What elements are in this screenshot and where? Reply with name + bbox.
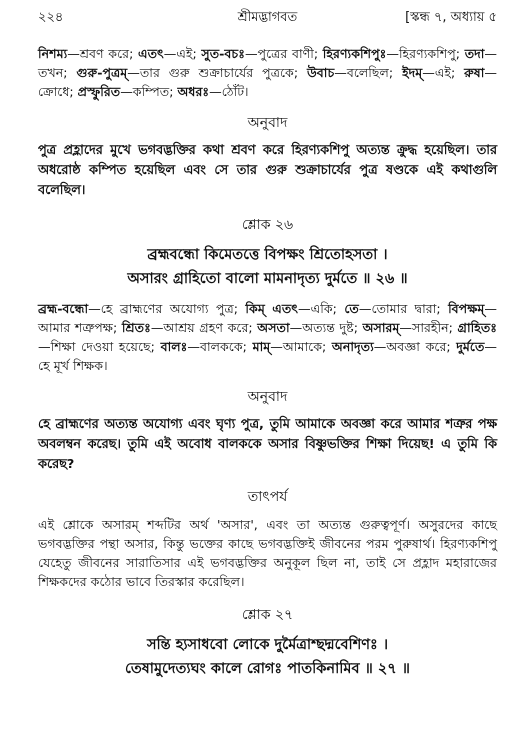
sanskrit-word: কিম্ bbox=[245, 301, 265, 316]
word-meaning: —তার গুরু শুক্রাচার্যের পুত্রকে; bbox=[127, 65, 307, 80]
word-meaning: —বালককে; bbox=[187, 339, 253, 354]
page-number: ২২৪ bbox=[38, 10, 64, 25]
sanskrit-word: এতৎ bbox=[272, 301, 299, 316]
word-meaning: —অত্যন্ত দুষ্ট; bbox=[289, 320, 363, 335]
word-meaning: —শিক্ষা দেওয়া হয়েছে; bbox=[38, 339, 161, 354]
synonyms-25 bbox=[38, 44, 497, 101]
sanskrit-word: নিশম্য bbox=[38, 46, 68, 61]
word-meaning: —তখন; bbox=[38, 46, 497, 80]
sanskrit-word: সুত-বচঃ bbox=[201, 46, 245, 61]
word-meaning: —সারহীন; bbox=[399, 320, 458, 335]
sanskrit-word: তদা bbox=[464, 46, 485, 61]
page-header bbox=[38, 8, 497, 28]
sanskrit-word: প্রস্ফুরিত bbox=[77, 84, 121, 99]
sanskrit-word: মাম্ bbox=[252, 339, 271, 354]
sanskrit-word: গুরু-পুত্রম্ bbox=[76, 65, 128, 80]
sanskrit-word: বিপক্ষম্ bbox=[448, 301, 485, 316]
sanskrit-word: এতৎ bbox=[137, 46, 164, 61]
translation-25: পুত্র প্রহ্লাদের মুখে ভগবদ্ভক্তির কথা শ্রবণ করে হিরণ্যকশিপু অত্যন্ত ক্রুদ্ধ হয়েছিল। তার অধরোষ্ঠ কম্পিত হয়েছিল এবং সে তার গুরু শুক্রাচার্যের পুত্র ষণ্ডকে এই কথাগুলি বলেছিল। bbox=[38, 143, 497, 198]
sanskrit-word: উবাচ bbox=[306, 65, 335, 80]
verse-line: অসারং গ্রাহিতো বালো মামনাদৃত্য দুর্মতে ॥ ২৬ ॥ bbox=[127, 271, 408, 287]
word-meaning: —ক্রোধে; bbox=[38, 65, 497, 99]
translation-heading: অনুবাদ bbox=[247, 115, 288, 131]
word-meaning: —হে ব্রাহ্মণের অযোগ্য পুত্র; bbox=[88, 301, 246, 316]
shloka-label: শ্লোক ২৬ bbox=[241, 217, 294, 233]
purport-text: এই শ্লোকে অসারম্ শব্দটির অর্থ 'অসার', এবং তা অত্যন্ত গুরুত্বপূর্ণ। অসুরদের কাছে ভগবদ্ভক্তির পন্থা অসার, কিন্তু ভক্তের কাছে ভগবদ্ভক্তিই জীবনের পরম পুরুষার্থ। হিরণ্যকশিপু যেহেতু জীবনের সারাতিসার এই ভগবদ্ভক্তির অনুকূল ছিল না, তাই সে প্রহ্লাদ মহারাজের শিক্ষকদের কঠোর ভাবে তিরস্কার করেছিল। bbox=[38, 517, 497, 589]
word-meaning: —আশ্রয় গ্রহণ করে; bbox=[150, 320, 258, 335]
shloka-label: শ্লোক ২৭ bbox=[241, 607, 294, 623]
word-meaning: —এই; bbox=[163, 46, 202, 61]
sanskrit-word: ইদম্ bbox=[402, 65, 423, 80]
chapter-info: [স্কন্ধ ৭, অধ্যায় ৫ bbox=[405, 10, 497, 25]
sanskrit-word: ব্রহ্ম-বন্ধো bbox=[38, 301, 89, 316]
sanskrit-word: অধরঃ bbox=[177, 84, 210, 99]
translation-26: হে ব্রাহ্মণের অত্যন্ত অযোগ্য এবং ঘৃণ্য পুত্র, তুমি আমাকে অবজ্ঞা করে আমার শত্রুর পক্ষ অবলম্বন করেছ। তুমি এই অবোধ বালককে অসার বিষ্ণুভক্তির শিক্ষা দিয়েছ! এ তুমি কি করেছ? bbox=[38, 417, 497, 472]
verse-line: ব্রহ্মবন্ধো কিমেতত্তে বিপক্ষং শ্রিতোহসতা । bbox=[147, 247, 388, 263]
synonyms-26 bbox=[38, 299, 497, 375]
sanskrit-word: অসারম্ bbox=[362, 320, 400, 335]
page-body bbox=[38, 44, 497, 681]
word-meaning: —বলেছিল; bbox=[334, 65, 403, 80]
translation-heading: অনুবাদ bbox=[247, 389, 288, 405]
word-meaning: —তোমার দ্বারা; bbox=[358, 301, 449, 316]
sanskrit-word: বালঃ bbox=[160, 339, 188, 354]
sanskrit-word: রুষা bbox=[464, 65, 485, 80]
sanskrit-word: গ্রাহিতঃ bbox=[457, 320, 498, 335]
sanskrit-word: হিরণ্যকশিপুঃ bbox=[322, 46, 387, 61]
word-meaning: —পুত্রের বাণী; bbox=[244, 46, 323, 61]
sanskrit-word: তে bbox=[344, 301, 359, 316]
word-meaning: —একি; bbox=[298, 301, 345, 316]
sanskrit-word: অনাদৃত্য bbox=[331, 339, 374, 354]
word-meaning: —শ্রবণ করে; bbox=[67, 46, 138, 61]
sanskrit-word: শ্রিতঃ bbox=[121, 320, 151, 335]
sanskrit-word: দুর্মতে bbox=[456, 339, 485, 354]
sanskrit-word: অসতা bbox=[257, 320, 290, 335]
verse-line: তেষামুদেত্যঘং কালে রোগঃ পাতকিনামিব ॥ ২৭ ॥ bbox=[125, 661, 410, 677]
word-meaning: —হে মূর্খ শিক্ষক। bbox=[38, 339, 498, 373]
word-meaning: —এই; bbox=[422, 65, 465, 80]
book-title: শ্রীমদ্ভাগবত bbox=[237, 10, 298, 25]
purport-heading: তাৎপর্য bbox=[247, 489, 288, 505]
word-meaning: —আমাকে; bbox=[270, 339, 332, 354]
verse-line: সন্তি হ্যসাধবো লোকে দুর্মৈত্রাশ্ছদ্মবেশিণঃ । bbox=[146, 637, 389, 653]
word-meaning: —কম্পিত; bbox=[120, 84, 178, 99]
word-meaning: —হিরণ্যকশিপু; bbox=[386, 46, 465, 61]
word-meaning: —অবজ্ঞা করে; bbox=[373, 339, 457, 354]
word-meaning: —ঠোঁট। bbox=[209, 84, 249, 99]
word-meaning: —আমার শত্রুপক্ষ; bbox=[38, 301, 498, 335]
